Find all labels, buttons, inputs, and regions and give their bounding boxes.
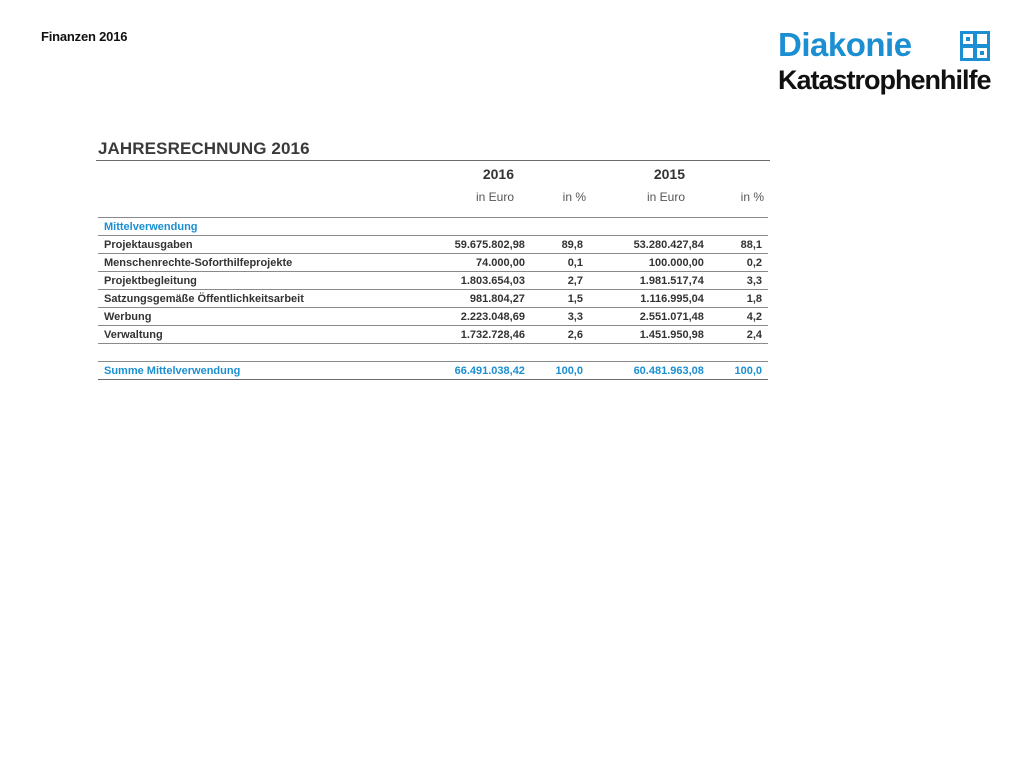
year-header-2016: 2016 [482, 166, 514, 182]
euro-2016: 981.804,27 [410, 290, 531, 308]
finance-table [98, 217, 768, 380]
pct-2015: 2,4 [710, 326, 768, 344]
page-title: Finanzen 2016 [41, 29, 128, 44]
year-header-2015: 2015 [653, 166, 685, 182]
euro-2016: 1.732.728,46 [410, 326, 531, 344]
total-pct-2016: 100,0 [531, 362, 589, 380]
euro-2015: 1.451.950,98 [589, 326, 710, 344]
table-row [98, 272, 768, 290]
section-row [98, 218, 768, 236]
diakonie-cross-icon [960, 31, 990, 61]
row-label: Projektbegleitung [98, 272, 410, 290]
row-label: Werbung [98, 308, 410, 326]
total-euro-2016: 66.491.038,42 [410, 362, 531, 380]
diakonie-logo [778, 26, 994, 100]
unit-percent-2016: in % [562, 190, 586, 204]
pct-2015: 1,8 [710, 290, 768, 308]
total-euro-2015: 60.481.963,08 [589, 362, 710, 380]
pct-2015: 88,1 [710, 236, 768, 254]
euro-2016: 2.223.048,69 [410, 308, 531, 326]
pct-2016: 2,7 [531, 272, 589, 290]
pct-2015: 4,2 [710, 308, 768, 326]
unit-euro-2016: in Euro [475, 190, 514, 204]
section-label: Mittelverwendung [98, 218, 768, 236]
pct-2016: 1,5 [531, 290, 589, 308]
pct-2016: 2,6 [531, 326, 589, 344]
row-label: Menschenrechte-Soforthilfeprojekte [98, 254, 410, 272]
spacer-row [98, 344, 768, 362]
pct-2015: 0,2 [710, 254, 768, 272]
euro-2015: 2.551.071,48 [589, 308, 710, 326]
euro-2016: 1.803.654,03 [410, 272, 531, 290]
table-row [98, 254, 768, 272]
pct-2016: 89,8 [531, 236, 589, 254]
total-row [98, 362, 768, 380]
euro-2016: 74.000,00 [410, 254, 531, 272]
total-label: Summe Mittelverwendung [98, 362, 410, 380]
table-row [98, 290, 768, 308]
euro-2015: 1.981.517,74 [589, 272, 710, 290]
report-title: JAHRESRECHNUNG 2016 [96, 138, 770, 161]
row-label: Satzungsgemäße Öffentlichkeitsarbeit [98, 290, 410, 308]
pct-2016: 3,3 [531, 308, 589, 326]
euro-2015: 1.116.995,04 [589, 290, 710, 308]
table-row [98, 308, 768, 326]
annual-report-table [96, 138, 770, 380]
table-row [98, 236, 768, 254]
row-label: Verwaltung [98, 326, 410, 344]
unit-percent-2015: in % [740, 190, 764, 204]
table-row [98, 326, 768, 344]
spacer-cell [98, 344, 768, 362]
total-pct-2015: 100,0 [710, 362, 768, 380]
unit-euro-2015: in Euro [646, 190, 685, 204]
row-label: Projektausgaben [98, 236, 410, 254]
euro-2015: 100.000,00 [589, 254, 710, 272]
euro-2016: 59.675.802,98 [410, 236, 531, 254]
pct-2015: 3,3 [710, 272, 768, 290]
euro-2015: 53.280.427,84 [589, 236, 710, 254]
table-header [96, 161, 770, 217]
logo-wordmark-katastrophenhilfe: Katastrophenhilfe [778, 65, 991, 95]
logo-wordmark-diakonie: Diakonie [778, 26, 912, 63]
pct-2016: 0,1 [531, 254, 589, 272]
